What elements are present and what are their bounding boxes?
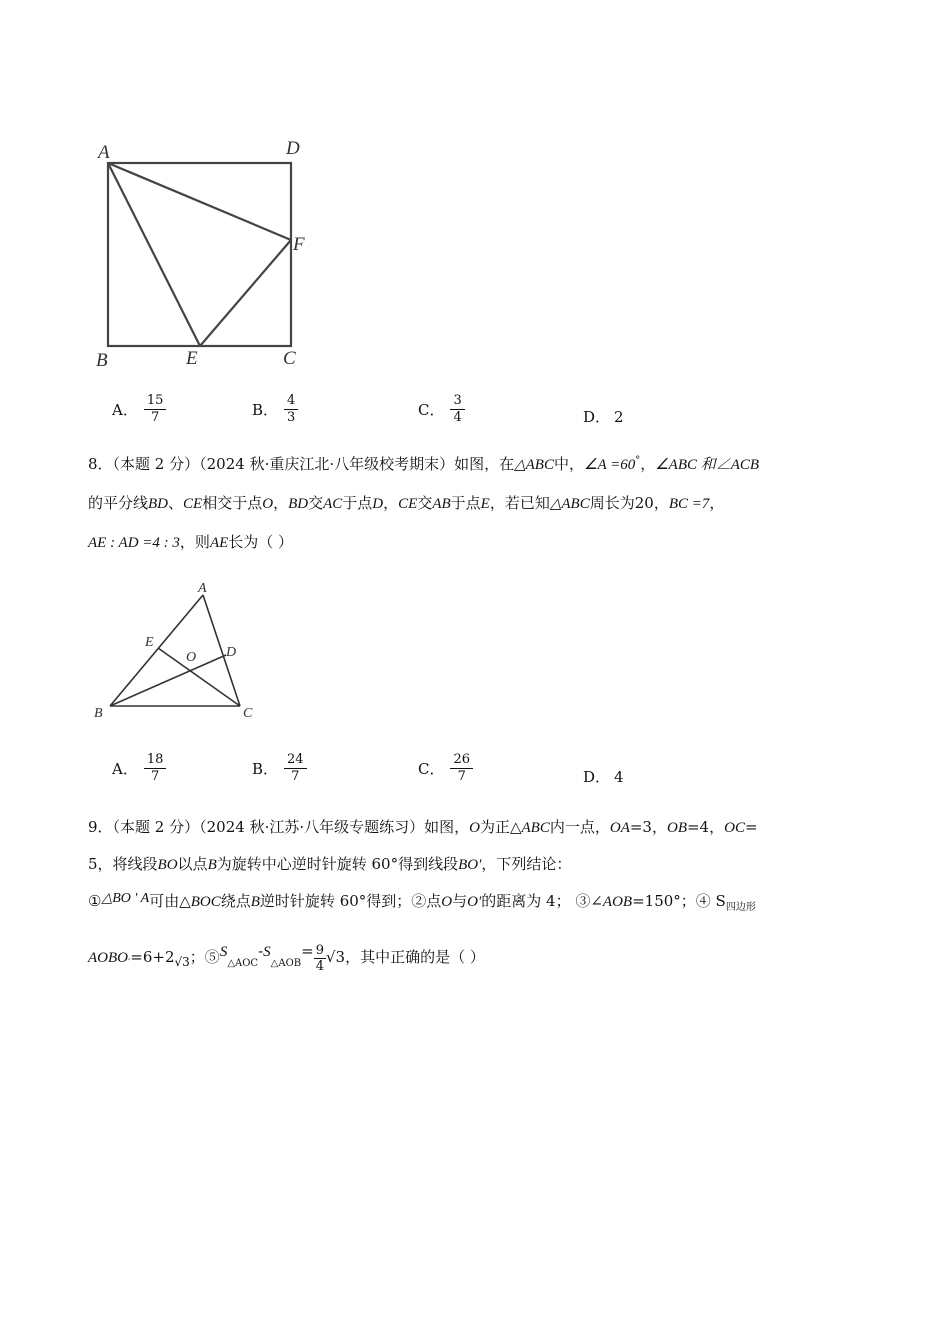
- option-fraction: [284, 752, 307, 785]
- q9-text: =150°；④ S: [632, 892, 726, 910]
- option-letter: A．: [112, 760, 138, 778]
- q8-option-c[interactable]: [418, 752, 473, 785]
- option-letter: C．: [418, 401, 445, 419]
- sqrt-3: √3: [325, 948, 346, 966]
- segment-af: [108, 163, 291, 240]
- triangle-boc: BOC: [190, 894, 221, 910]
- q9-prefix: 9．（本题 2 分）（2024 秋·江苏·八年级专题练习）如图，: [88, 818, 470, 836]
- q8-text: 于点: [342, 494, 373, 512]
- fraction-denominator: 4: [315, 958, 324, 974]
- fraction-denominator: 7: [150, 769, 160, 784]
- segment-ab: AB: [432, 496, 451, 512]
- point-o: O: [441, 894, 453, 910]
- fraction-numerator: 4: [284, 393, 298, 410]
- q8-text: ，: [273, 494, 289, 512]
- option-letter: C．: [418, 760, 445, 778]
- fraction-numerator: 24: [284, 752, 307, 769]
- minus-sign: -: [258, 942, 264, 960]
- option-value: 4: [614, 767, 624, 786]
- label-o: O: [186, 650, 197, 665]
- q7-option-b[interactable]: [252, 393, 298, 426]
- option-letter: A．: [112, 401, 138, 419]
- label-d: D: [226, 645, 237, 660]
- q9-text: ，下列结论：: [481, 855, 572, 873]
- fraction-numerator: 3: [450, 393, 464, 410]
- segment-ef: [200, 240, 291, 346]
- q8-text: 交: [308, 494, 324, 512]
- q8-angle-a: ∠A =60: [584, 457, 636, 473]
- q8-angles: ∠ABC 和∠ACB: [655, 457, 760, 473]
- answer-blank: ，其中正确的是（ ）: [345, 948, 485, 966]
- q8-text: ，: [383, 494, 399, 512]
- segment-ae: AE: [209, 535, 229, 551]
- point-d: D: [372, 496, 384, 512]
- q8-triangle: △ABC: [514, 457, 554, 473]
- q9-line-2: [88, 853, 571, 874]
- segment-ae: [108, 163, 200, 346]
- segment-bd: BD: [148, 496, 169, 512]
- q8-text: ，: [653, 494, 669, 512]
- q8-text: ，: [709, 494, 725, 512]
- q8-text: ，若已知: [489, 494, 550, 512]
- fraction-9-4: [314, 943, 326, 974]
- triangle-abc: ABC: [521, 820, 550, 836]
- segment-oc: OC: [724, 820, 745, 836]
- q9-text: =: [744, 818, 758, 836]
- q8-text: 中，: [553, 455, 584, 473]
- q9-line-1: [88, 816, 758, 837]
- q9-text: 的距离为 4； ③∠: [481, 892, 603, 910]
- point-o-prime: O′: [467, 894, 482, 910]
- area-symbol: S: [263, 944, 271, 960]
- q8-prefix: 8．（本题 2 分）（2024 秋·重庆江北·八年级校考期末）如图，在: [88, 455, 515, 473]
- point-o: O: [469, 820, 480, 836]
- ratio-ae-ad: AE : AD =4 : 3: [88, 535, 180, 551]
- label-d: D: [286, 138, 300, 159]
- fraction-denominator: 7: [457, 769, 466, 784]
- q9-text: 可由△: [149, 892, 191, 910]
- q9-text: 与: [452, 892, 468, 910]
- segment-oa: OA: [609, 820, 630, 836]
- q7-option-c[interactable]: [418, 393, 465, 426]
- q8-text: ，: [640, 455, 656, 473]
- option-fraction: [144, 393, 167, 426]
- prime-subscript: ′: [128, 958, 131, 969]
- q9-text: 内一点，: [549, 818, 610, 836]
- answer-blank: 长为（ ）: [228, 533, 294, 551]
- area-subscript-aob: △AOB: [270, 958, 302, 969]
- q8-line-1: [88, 453, 759, 474]
- area-symbol: S: [219, 944, 228, 960]
- fraction-numerator: 26: [450, 752, 473, 769]
- fraction-numerator: 15: [144, 393, 167, 410]
- label-c: C: [243, 706, 253, 721]
- q9-text: =4，: [686, 818, 725, 836]
- q8-triangle: △ABC: [549, 496, 590, 512]
- q8-text: 周长为: [589, 494, 635, 512]
- q8-text: 相交于点: [202, 494, 263, 512]
- q9-text: 为正△: [479, 818, 522, 836]
- conclusion-1-marker: ①: [88, 892, 102, 910]
- bisector-bd: [110, 655, 226, 706]
- q9-text: 为旋转中心逆时针旋转 60°得到线段: [216, 855, 459, 873]
- option-letter: D．: [583, 768, 611, 786]
- point-b: B: [207, 857, 217, 873]
- perimeter-value: 20: [634, 494, 654, 512]
- fraction-denominator: 3: [287, 410, 296, 425]
- label-c: C: [283, 348, 296, 369]
- equals-sign: =: [301, 942, 314, 960]
- figure-triangle-abc: [88, 575, 268, 725]
- option-letter: B．: [252, 401, 279, 419]
- segment-ac: AC: [323, 496, 343, 512]
- fraction-denominator: 7: [150, 410, 160, 425]
- fraction-denominator: 4: [453, 410, 462, 425]
- q7-option-d[interactable]: [583, 406, 624, 427]
- q9-text: 以点: [177, 855, 208, 873]
- option-fraction: [144, 752, 167, 785]
- q8-line-2: [88, 492, 724, 513]
- label-e: E: [186, 348, 198, 369]
- fraction-numerator: 9: [315, 942, 324, 958]
- q9-text: 逆时针旋转 60°得到；②点: [259, 892, 442, 910]
- q8-text: ，则: [179, 533, 210, 551]
- q8-text: 的平分线: [88, 494, 149, 512]
- label-f: F: [293, 234, 305, 255]
- option-fraction: [284, 393, 298, 426]
- q7-option-a[interactable]: [112, 393, 166, 426]
- segment-ce: CE: [398, 496, 418, 512]
- segment-bo-prime: BO′: [458, 857, 482, 873]
- option-value: 2: [614, 407, 624, 426]
- q8-text: 交: [417, 494, 433, 512]
- q8-option-b[interactable]: [252, 752, 307, 785]
- area-subscript-aoc: △AOC: [227, 958, 259, 969]
- label-a: A: [198, 581, 207, 596]
- sqrt-3: √3: [174, 955, 190, 969]
- option-fraction: [450, 752, 473, 785]
- q8-option-d[interactable]: [583, 766, 624, 787]
- point-o: O: [262, 496, 274, 512]
- q9-text: 5，将线段: [88, 855, 158, 873]
- label-b: B: [94, 706, 103, 721]
- segment-bo: BO: [157, 857, 178, 873]
- quadrilateral-subscript: 四边形: [725, 902, 756, 913]
- q8-option-a[interactable]: [112, 752, 166, 785]
- q9-line-4: [88, 942, 485, 974]
- quadrilateral-aobo-prime: AOBO: [88, 950, 128, 966]
- q9-text: ；⑤: [189, 948, 220, 966]
- figure-square-abcd: [90, 130, 340, 375]
- fraction-denominator: 7: [291, 769, 300, 784]
- fraction-numerator: 18: [144, 752, 167, 769]
- point-e: E: [480, 496, 490, 512]
- label-a: A: [98, 142, 110, 163]
- angle-aob: AOB: [602, 894, 633, 910]
- q8-text: 、: [168, 494, 184, 512]
- degree-sign: °: [635, 455, 641, 466]
- q9-text: =6+2: [130, 948, 175, 966]
- label-b: B: [96, 350, 108, 371]
- option-letter: D．: [583, 408, 611, 426]
- triangle-bo-prime-a: △BO ' A: [101, 891, 150, 906]
- segment-ob: OB: [666, 820, 687, 836]
- q9-line-3: [88, 890, 756, 913]
- option-fraction: [450, 393, 464, 426]
- q8-line-3: [88, 531, 293, 552]
- q9-text: 绕点: [220, 892, 251, 910]
- square-outline: [108, 163, 291, 346]
- segment-bc: BC =7: [668, 496, 710, 512]
- point-b: B: [250, 894, 260, 910]
- q8-text: 于点: [450, 494, 481, 512]
- segment-ce: CE: [183, 496, 203, 512]
- q9-text: =3，: [629, 818, 667, 836]
- label-e: E: [145, 635, 154, 650]
- option-letter: B．: [252, 760, 279, 778]
- segment-bd: BD: [288, 496, 309, 512]
